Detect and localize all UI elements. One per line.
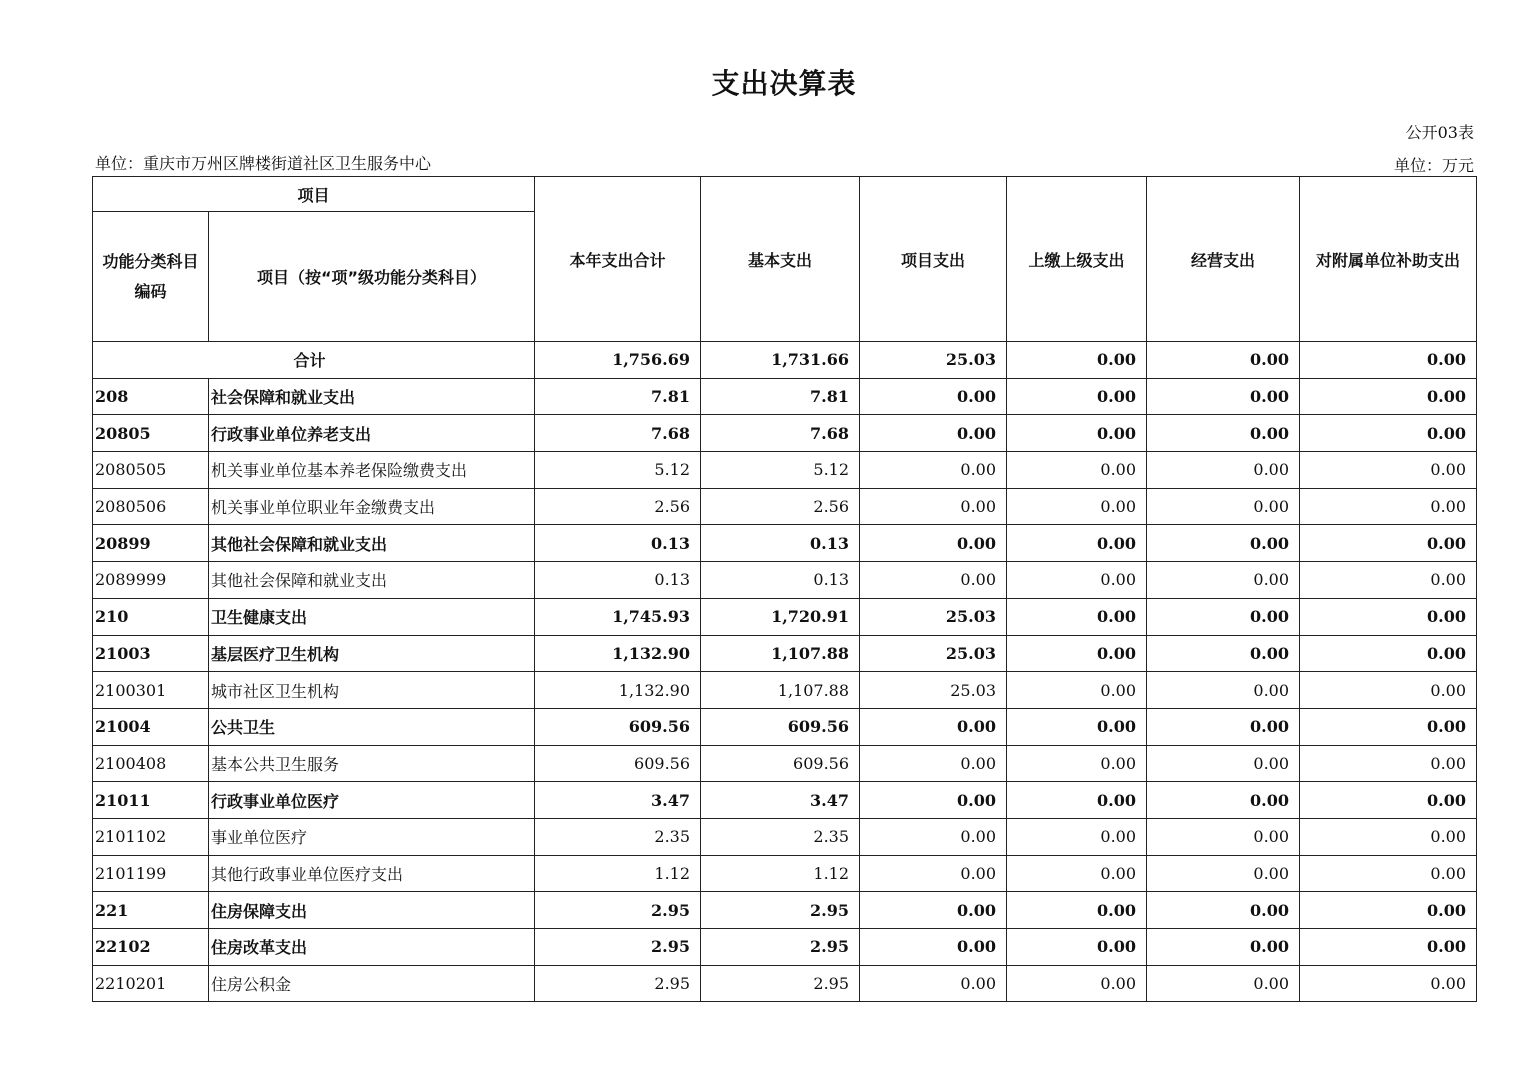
table-row <box>93 745 1477 782</box>
header-item: 项目（按“项”级功能分类科目） <box>209 212 535 342</box>
cell-basic: 0.13 <box>701 525 860 562</box>
cell-basic: 3.47 <box>701 782 860 819</box>
table-row <box>93 488 1477 525</box>
cell-business: 0.00 <box>1147 562 1300 599</box>
cell-upper: 0.00 <box>1007 818 1147 855</box>
cell-subsidy: 0.00 <box>1300 598 1477 635</box>
currency-unit: 单位：万元 <box>1393 156 1474 175</box>
cell-subsidy: 0.00 <box>1300 745 1477 782</box>
table-row <box>93 782 1477 819</box>
table-row <box>93 672 1477 709</box>
cell-total: 7.68 <box>535 415 701 452</box>
table-row <box>93 892 1477 929</box>
cell-subsidy: 0.00 <box>1300 929 1477 966</box>
cell-upper: 0.00 <box>1007 965 1147 1002</box>
table-row <box>93 708 1477 745</box>
cell-code: 20899 <box>93 525 209 562</box>
header-project: 项目 <box>93 177 535 212</box>
cell-code: 2089999 <box>93 562 209 599</box>
cell-name: 卫生健康支出 <box>209 598 535 635</box>
cell-proj: 0.00 <box>860 745 1007 782</box>
cell-subsidy: 0.00 <box>1300 452 1477 489</box>
cell-upper: 0.00 <box>1007 708 1147 745</box>
cell-upper: 0.00 <box>1007 635 1147 672</box>
cell-name: 其他社会保障和就业支出 <box>209 562 535 599</box>
cell-total: 609.56 <box>535 745 701 782</box>
cell-code: 20805 <box>93 415 209 452</box>
cell-basic: 2.35 <box>701 818 860 855</box>
cell-business: 0.00 <box>1147 782 1300 819</box>
cell-basic: 1.12 <box>701 855 860 892</box>
total-cell-subsidy: 0.00 <box>1300 342 1477 379</box>
cell-code: 21003 <box>93 635 209 672</box>
cell-proj: 0.00 <box>860 452 1007 489</box>
header-total: 本年支出合计 <box>535 177 701 342</box>
cell-subsidy: 0.00 <box>1300 855 1477 892</box>
cell-name: 住房公积金 <box>209 965 535 1002</box>
cell-proj: 25.03 <box>860 672 1007 709</box>
cell-total: 7.81 <box>535 378 701 415</box>
cell-proj: 0.00 <box>860 855 1007 892</box>
cell-basic: 0.13 <box>701 562 860 599</box>
cell-code: 221 <box>93 892 209 929</box>
cell-business: 0.00 <box>1147 635 1300 672</box>
header-upper-remit: 上缴上级支出 <box>1007 177 1147 342</box>
cell-business: 0.00 <box>1147 745 1300 782</box>
cell-name: 行政事业单位医疗 <box>209 782 535 819</box>
cell-basic: 2.56 <box>701 488 860 525</box>
cell-basic: 7.68 <box>701 415 860 452</box>
cell-subsidy: 0.00 <box>1300 892 1477 929</box>
cell-upper: 0.00 <box>1007 745 1147 782</box>
total-cell-total: 1,756.69 <box>535 342 701 379</box>
table-row <box>93 598 1477 635</box>
cell-business: 0.00 <box>1147 929 1300 966</box>
reporting-unit: 单位：重庆市万州区牌楼街道社区卫生服务中心 <box>95 154 432 173</box>
cell-total: 2.95 <box>535 965 701 1002</box>
cell-basic: 2.95 <box>701 892 860 929</box>
cell-upper: 0.00 <box>1007 452 1147 489</box>
table-row <box>93 855 1477 892</box>
cell-total: 2.35 <box>535 818 701 855</box>
cell-proj: 25.03 <box>860 635 1007 672</box>
cell-code: 2210201 <box>93 965 209 1002</box>
form-number: 公开03表 <box>1405 123 1474 142</box>
total-cell-upper: 0.00 <box>1007 342 1147 379</box>
cell-total: 0.13 <box>535 562 701 599</box>
cell-code: 208 <box>93 378 209 415</box>
cell-total: 1,132.90 <box>535 672 701 709</box>
table-row <box>93 929 1477 966</box>
cell-code: 2100301 <box>93 672 209 709</box>
cell-subsidy: 0.00 <box>1300 488 1477 525</box>
cell-business: 0.00 <box>1147 488 1300 525</box>
cell-code: 22102 <box>93 929 209 966</box>
cell-proj: 0.00 <box>860 708 1007 745</box>
cell-total: 2.95 <box>535 892 701 929</box>
cell-proj: 0.00 <box>860 818 1007 855</box>
cell-proj: 0.00 <box>860 965 1007 1002</box>
total-cell-project: 25.03 <box>860 342 1007 379</box>
table-row <box>93 562 1477 599</box>
total-cell-business: 0.00 <box>1147 342 1300 379</box>
cell-subsidy: 0.00 <box>1300 818 1477 855</box>
cell-business: 0.00 <box>1147 965 1300 1002</box>
cell-basic: 2.95 <box>701 929 860 966</box>
cell-basic: 609.56 <box>701 745 860 782</box>
cell-basic: 5.12 <box>701 452 860 489</box>
cell-code: 2100408 <box>93 745 209 782</box>
cell-total: 1,132.90 <box>535 635 701 672</box>
cell-total: 2.95 <box>535 929 701 966</box>
cell-total: 5.12 <box>535 452 701 489</box>
cell-proj: 0.00 <box>860 892 1007 929</box>
cell-total: 3.47 <box>535 782 701 819</box>
cell-subsidy: 0.00 <box>1300 672 1477 709</box>
cell-subsidy: 0.00 <box>1300 635 1477 672</box>
cell-name: 行政事业单位养老支出 <box>209 415 535 452</box>
cell-subsidy: 0.00 <box>1300 415 1477 452</box>
cell-name: 城市社区卫生机构 <box>209 672 535 709</box>
table-row <box>93 415 1477 452</box>
cell-code: 210 <box>93 598 209 635</box>
cell-code: 21004 <box>93 708 209 745</box>
cell-subsidy: 0.00 <box>1300 965 1477 1002</box>
cell-basic: 7.81 <box>701 378 860 415</box>
cell-upper: 0.00 <box>1007 525 1147 562</box>
cell-name: 基本公共卫生服务 <box>209 745 535 782</box>
table-row <box>93 818 1477 855</box>
table-row <box>93 452 1477 489</box>
cell-proj: 0.00 <box>860 525 1007 562</box>
cell-subsidy: 0.00 <box>1300 782 1477 819</box>
cell-name: 公共卫生 <box>209 708 535 745</box>
cell-upper: 0.00 <box>1007 598 1147 635</box>
cell-proj: 0.00 <box>860 782 1007 819</box>
cell-name: 住房保障支出 <box>209 892 535 929</box>
total-label: 合计 <box>93 342 535 379</box>
cell-code: 2080505 <box>93 452 209 489</box>
cell-subsidy: 0.00 <box>1300 378 1477 415</box>
cell-upper: 0.00 <box>1007 378 1147 415</box>
cell-business: 0.00 <box>1147 452 1300 489</box>
header-business: 经营支出 <box>1147 177 1300 342</box>
header-code: 功能分类科目编码 <box>93 212 209 342</box>
cell-business: 0.00 <box>1147 598 1300 635</box>
cell-business: 0.00 <box>1147 672 1300 709</box>
cell-name: 机关事业单位职业年金缴费支出 <box>209 488 535 525</box>
cell-total: 1.12 <box>535 855 701 892</box>
cell-subsidy: 0.00 <box>1300 525 1477 562</box>
cell-name: 机关事业单位基本养老保险缴费支出 <box>209 452 535 489</box>
cell-business: 0.00 <box>1147 525 1300 562</box>
cell-upper: 0.00 <box>1007 415 1147 452</box>
cell-name: 事业单位医疗 <box>209 818 535 855</box>
cell-upper: 0.00 <box>1007 929 1147 966</box>
cell-proj: 0.00 <box>860 488 1007 525</box>
expenditure-table <box>92 176 1477 1002</box>
cell-basic: 609.56 <box>701 708 860 745</box>
total-cell-basic: 1,731.66 <box>701 342 860 379</box>
cell-code: 2101199 <box>93 855 209 892</box>
cell-proj: 0.00 <box>860 415 1007 452</box>
cell-proj: 0.00 <box>860 378 1007 415</box>
cell-upper: 0.00 <box>1007 892 1147 929</box>
cell-business: 0.00 <box>1147 892 1300 929</box>
cell-upper: 0.00 <box>1007 562 1147 599</box>
cell-basic: 1,107.88 <box>701 672 860 709</box>
cell-basic: 1,720.91 <box>701 598 860 635</box>
cell-upper: 0.00 <box>1007 782 1147 819</box>
cell-code: 2101102 <box>93 818 209 855</box>
cell-name: 其他社会保障和就业支出 <box>209 525 535 562</box>
cell-name: 基层医疗卫生机构 <box>209 635 535 672</box>
total-row <box>93 342 1477 379</box>
cell-name: 住房改革支出 <box>209 929 535 966</box>
cell-total: 2.56 <box>535 488 701 525</box>
header-subsidy: 对附属单位补助支出 <box>1300 177 1477 342</box>
cell-code: 2080506 <box>93 488 209 525</box>
cell-business: 0.00 <box>1147 708 1300 745</box>
cell-total: 1,745.93 <box>535 598 701 635</box>
cell-business: 0.00 <box>1147 818 1300 855</box>
table-row <box>93 378 1477 415</box>
cell-upper: 0.00 <box>1007 672 1147 709</box>
table-row <box>93 525 1477 562</box>
cell-name: 其他行政事业单位医疗支出 <box>209 855 535 892</box>
cell-subsidy: 0.00 <box>1300 708 1477 745</box>
cell-proj: 0.00 <box>860 562 1007 599</box>
page-title: 支出决算表 <box>711 67 857 100</box>
cell-name: 社会保障和就业支出 <box>209 378 535 415</box>
cell-business: 0.00 <box>1147 415 1300 452</box>
cell-subsidy: 0.00 <box>1300 562 1477 599</box>
cell-business: 0.00 <box>1147 855 1300 892</box>
cell-code: 21011 <box>93 782 209 819</box>
cell-upper: 0.00 <box>1007 488 1147 525</box>
header-basic: 基本支出 <box>701 177 860 342</box>
cell-basic: 2.95 <box>701 965 860 1002</box>
cell-upper: 0.00 <box>1007 855 1147 892</box>
cell-basic: 1,107.88 <box>701 635 860 672</box>
cell-total: 609.56 <box>535 708 701 745</box>
cell-proj: 25.03 <box>860 598 1007 635</box>
cell-proj: 0.00 <box>860 929 1007 966</box>
cell-business: 0.00 <box>1147 378 1300 415</box>
cell-total: 0.13 <box>535 525 701 562</box>
table-row <box>93 965 1477 1002</box>
table-row <box>93 635 1477 672</box>
header-project-expense: 项目支出 <box>860 177 1007 342</box>
